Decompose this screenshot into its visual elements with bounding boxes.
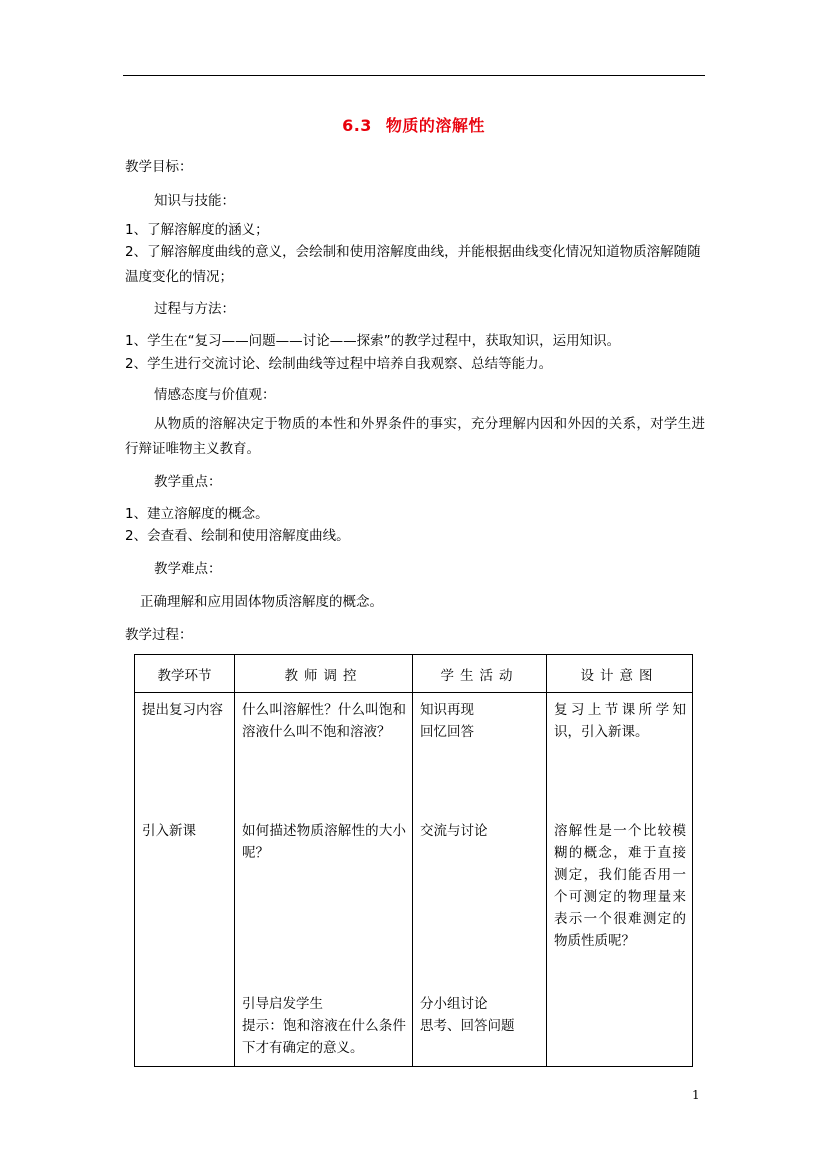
knowledge-heading: 知识与技能：: [154, 193, 235, 209]
student-activity-4: 分小组讨论: [420, 996, 488, 1012]
teacher-question-1: 什么叫溶解性？什么叫饱和溶液什么叫不饱和溶液？: [242, 702, 406, 740]
student-activity-3: 交流与讨论: [420, 823, 488, 839]
key-points-heading: 教学重点：: [154, 474, 222, 490]
knowledge-item-1: 1、了解溶解度的涵义；: [125, 222, 269, 238]
title-text: 物质的溶解性: [385, 116, 485, 135]
procedure-heading: 教学过程：: [125, 627, 193, 643]
process-item-1: 1、学生在“复习——问题——讨论——探索”的教学过程中，获取知识，运用知识。: [125, 333, 621, 349]
teacher-cell: [235, 693, 413, 1067]
header-student: 学生活动: [413, 655, 547, 693]
teacher-question-2: 如何描述物质溶解性的大小呢？: [242, 823, 406, 861]
knowledge-item-2: 2、了解溶解度曲线的意义，会绘制和使用溶解度曲线，并能根据曲线变化情况知道物质溶解随随温度变化的情况；: [125, 244, 701, 285]
emotion-text: 从物质的溶解决定于物质的本性和外界条件的事实，充分理解内因和外因的关系，对学生进行辩证唯物主义教育。: [125, 416, 705, 457]
difficulty-text: 正确理解和应用固体物质溶解度的概念。: [140, 594, 383, 610]
objectives-heading: 教学目标：: [125, 159, 193, 175]
teaching-process-table: [134, 654, 693, 1067]
process-item-2: 2、学生进行交流讨论、绘制曲线等过程中培养自我观察、总结等能力。: [125, 356, 553, 372]
process-heading: 过程与方法：: [154, 301, 235, 317]
header-teacher: 教师调控: [235, 655, 413, 693]
stage-cell: [135, 693, 235, 1067]
section-number: 6.3: [342, 116, 372, 135]
stage-review: 提出复习内容: [142, 702, 223, 718]
student-cell: [413, 693, 547, 1067]
teacher-hint: 提示：饱和溶液在什么条件下才有确定的意义。: [242, 1018, 406, 1056]
key-point-1: 1、建立溶解度的概念。: [125, 506, 269, 522]
table-row: [135, 693, 693, 1067]
teacher-guide: 引导启发学生: [242, 996, 323, 1012]
header-stage: 教学环节: [135, 655, 235, 693]
student-activity-5: 思考、回答问题: [420, 1018, 515, 1034]
page-title: [0, 113, 827, 136]
intent-cell: [547, 693, 693, 1067]
table-header-row: [135, 655, 693, 693]
emotion-heading: 情感态度与价值观：: [154, 387, 276, 403]
stage-new-lesson: 引入新课: [142, 823, 196, 839]
page-number: 1: [692, 1088, 700, 1102]
student-activity-2: 回忆回答: [420, 724, 474, 740]
difficulty-heading: 教学难点：: [154, 561, 222, 577]
key-point-2: 2、会查看、绘制和使用溶解度曲线。: [125, 528, 350, 544]
student-activity-1: 知识再现: [420, 702, 474, 718]
intent-2: 溶解性是一个比较模糊的概念，难于直接测定，我们能否用一个可测定的物理量来表示一个很难测定的物质性质呢？: [554, 823, 686, 949]
intent-1: 复习上节课所学知识，引入新课。: [554, 702, 686, 740]
header-intent: 设计意图: [547, 655, 693, 693]
header-rule: [123, 75, 705, 76]
